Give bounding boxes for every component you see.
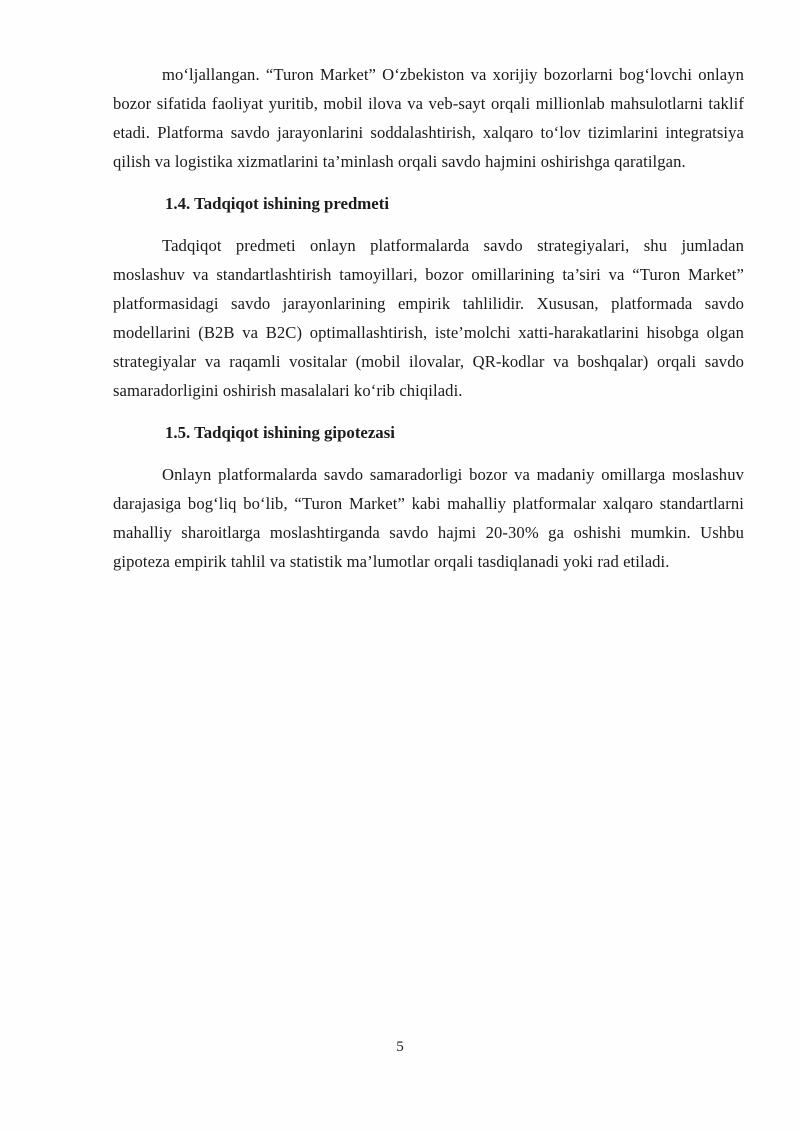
page-number: 5 (396, 1039, 404, 1055)
paragraph-tadqiqot-predmeti: Tadqiqot predmeti onlayn platformalarda savdo strategiyalari, shu jumladan moslashuv va standartlashtirish tamoyillari, bozor omillarining ta’siri va “Turon Market” platformasidagi savdo jarayonlarining empirik tahlilidir. Xususan, platformada savdo modellarini (B2B va B2C) optimallashtirish, iste’molchi xatti-harakatlarini hisobga olgan strategiyalar va raqamli vositalar (mobil ilovalar, QR-kodlar va boshqalar) orqali savdo samaradorligini oshirish masalalari ko‘rib chiqiladi. (113, 236, 744, 400)
paragraph-continuation-turon-market: mo‘ljallangan. “Turon Market” O‘zbekiston va xorijiy bozorlarni bog‘lovchi onlayn bozor sifatida faoliyat yuritib, mobil ilova va veb-sayt orqali millionlab mahsulotlarni taklif etadi. Platforma savdo jarayonlarini soddalashtirish, xalqaro to‘lov tizimlarini integratsiya qilish va logistika xizmatlarini ta’minlash orqali savdo hajmini oshirishga qaratilgan. (113, 65, 744, 171)
section-heading-1-4-predmeti: 1.4. Tadqiqot ishining predmeti (165, 194, 389, 213)
page-body (113, 60, 744, 576)
section-heading-1-5-gipotezasi: 1.5. Tadqiqot ishining gipotezasi (165, 423, 395, 442)
paragraph-gipoteza: Onlayn platformalarda savdo samaradorligi bozor va madaniy omillarga moslashuv darajasiga bog‘liq bo‘lib, “Turon Market” kabi mahalliy platformalar xalqaro standartlarni mahalliy sharoitlarga moslashtirganda savdo hajmi 20-30% ga oshishi mumkin. Ushbu gipoteza empirik tahlil va statistik ma’lumotlar orqali tasdiqlanadi yoki rad etiladi. (113, 465, 744, 571)
